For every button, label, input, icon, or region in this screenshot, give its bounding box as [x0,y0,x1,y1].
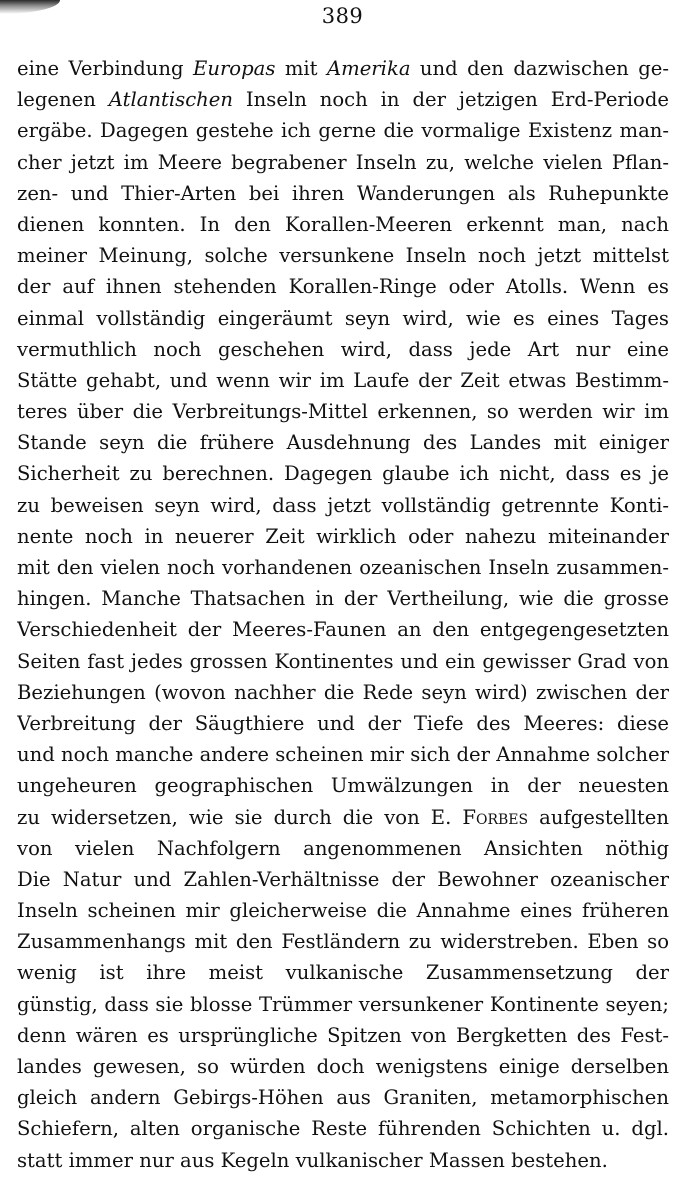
text-line [17,209,669,240]
text-run: Inseln noch in der jetzigen Erd-Periode [233,88,669,112]
text-line-content [17,1149,608,1172]
text-line [17,427,669,458]
text-line-content [17,275,669,298]
text-run: wenig ist ihre meist vulkanische Zusammensetzung der [17,961,669,985]
text-line [17,303,669,334]
text-line [17,458,669,489]
text-line [17,53,669,84]
text-run: zu widersetzen, wie sie durch die von E. [17,805,463,829]
text-line [17,115,669,146]
text-line-content [17,369,669,392]
text-line [17,396,669,427]
text-line-content [17,650,669,673]
text-line-content [17,930,669,953]
text-run: dienen konnten. In den Korallen-Meeren erkennt man, nach [17,212,669,236]
page-number: 389 [321,4,364,28]
text-line-content [17,1055,669,1078]
text-line-content [17,462,669,485]
text-line-content [17,681,669,704]
text-line-content [17,774,669,801]
text-line [17,178,669,209]
text-line-content [17,868,669,891]
text-run: mit [275,57,327,80]
text-run: gleich andern Gebirgs-Höhen aus Graniten, metamorphischen [17,1086,669,1110]
text-line-content [17,244,669,267]
text-run: eine Verbindung [17,57,194,80]
text-line-content [17,806,669,833]
body-text [17,53,669,1176]
text-run: Stätte gehabt, und wenn wir im Laufe der Zeit etwas Bestimm- [17,368,669,392]
author-name: Forbes [462,805,529,829]
text-line [17,365,669,396]
text-run: ungeheuren geographischen Umwälzungen in der neuesten [17,774,669,798]
text-line [17,1145,669,1176]
text-run: Inseln scheinen mir gleicherweise die Annahme eines früheren [17,899,669,923]
text-run: ergäbe. Dagegen gestehe ich gerne die vormalige Existenz man- [17,119,669,143]
text-line [17,1051,669,1082]
text-line [17,552,669,583]
text-line-content [17,712,669,735]
text-run: und den dazwischen ge- [410,57,669,80]
text-line [17,864,669,895]
text-line [17,770,669,801]
text-run: mit den vielen noch vorhandenen ozeanischen Inseln zusammen- [17,556,669,579]
text-line [17,147,669,178]
text-run: Stande seyn die frühere Ausdehnung des Landes mit einiger [17,431,669,455]
text-run: hingen. Manche Thatsachen in der Vertheilung, wie die grosse [17,587,669,611]
italic-term: Europas [193,57,276,80]
italic-term: Atlantischen [108,88,234,112]
text-line-content [17,1117,669,1140]
italic-term: Amerika [326,57,411,80]
text-line-content [17,307,669,330]
text-line [17,583,669,614]
text-run: cher jetzt im Meere begrabener Inseln zu, welche vielen Pflan- [17,150,669,174]
text-line-content [17,618,669,641]
text-line [17,957,669,988]
text-run: einmal vollständig eingeräumt seyn wird, wie es eines Tages [17,306,669,330]
text-run: von vielen Nachfolgern angenommenen Ansichten nöthig [17,836,669,860]
text-run: zen- und Thier-Arten bei ihren Wanderungen als Ruhepunkte [17,181,669,205]
text-run: Zusammenhangs mit den Festländern zu widerstreben. Eben so [17,930,669,954]
text-line [17,802,669,833]
text-line-content [17,213,669,236]
text-line-content [17,494,669,517]
text-run: statt immer nur aus Kegeln vulkanischer Massen bestehen. [17,1148,608,1172]
text-run: günstig, dass sie blosse Trümmer versunkener Kontinente seyen; [17,992,669,1016]
text-run: Sicherheit zu berechnen. Dagegen glaube ich nicht, dass es je [17,462,669,486]
text-run: vermuthlich noch geschehen wird, dass jede Art nur eine [17,337,669,361]
text-line [17,833,669,864]
text-run: legenen [17,88,109,112]
text-run: Beziehungen (wovon nachher die Rede seyn wird) zwischen der [17,680,669,704]
text-run: Verschiedenheit der Meeres-Faunen an den entgegengesetzten [17,618,669,642]
text-line [17,677,669,708]
text-line [17,490,669,521]
text-line [17,1082,669,1113]
text-line [17,334,669,365]
text-line-content [17,1086,669,1109]
text-line-content [17,431,669,454]
text-line [17,614,669,645]
text-line-content [17,1024,669,1047]
text-line [17,240,669,271]
text-line-content [17,57,669,80]
text-line-content [17,182,669,205]
text-line-content [17,119,669,142]
text-line-content [17,525,669,552]
text-line [17,1113,669,1144]
text-line [17,646,669,677]
text-line [17,926,669,957]
text-line-content [17,743,669,766]
text-line [17,84,669,115]
text-line-content [17,961,669,988]
text-line [17,895,669,926]
text-line [17,521,669,552]
text-line-content [17,400,669,423]
text-run: nente noch in neuerer Zeit wirklich oder nahezu miteinander [17,524,669,548]
text-line [17,708,669,739]
text-line-content [17,556,669,579]
text-line-content [17,837,669,864]
text-run: aufgestellten [539,805,669,829]
text-line [17,1020,669,1051]
text-line-content [17,88,669,111]
text-run: Verbreitung der Säugthiere und der Tiefe des Meeres: diese [17,711,669,735]
text-line [17,989,669,1020]
text-run: zu beweisen seyn wird, dass jetzt vollständig getrennte Konti- [17,493,669,517]
text-run: der auf ihnen stehenden Korallen-Ringe oder Atolls. Wenn es [17,275,669,299]
text-line-content [17,993,669,1016]
text-line [17,739,669,770]
text-run: denn wären es ursprüngliche Spitzen von Bergketten des Fest- [17,1023,669,1047]
text-run: landes gewesen, so würden doch wenigstens einige derselben [17,1055,669,1078]
text-line-content [17,899,669,922]
text-line-content [17,587,669,610]
text-line-content [17,151,669,174]
text-run: meiner Meinung, solche versunkene Inseln noch jetzt mittelst [17,244,669,268]
text-run: Schiefern, alten organische Reste führenden Schichten u. dgl. [17,1117,669,1141]
text-run: und noch manche andere scheinen mir sich der Annahme solcher [17,743,669,767]
text-run: teres über die Verbreitungs-Mittel erkennen, so werden wir im [17,400,669,424]
text-line-content [17,338,669,365]
text-run: Die Natur und Zahlen-Verhältnisse der Bewohner ozeanischer [17,867,669,891]
text-line [17,271,669,302]
text-run: Seiten fast jedes grossen Kontinentes und ein gewisser Grad von [17,649,669,673]
